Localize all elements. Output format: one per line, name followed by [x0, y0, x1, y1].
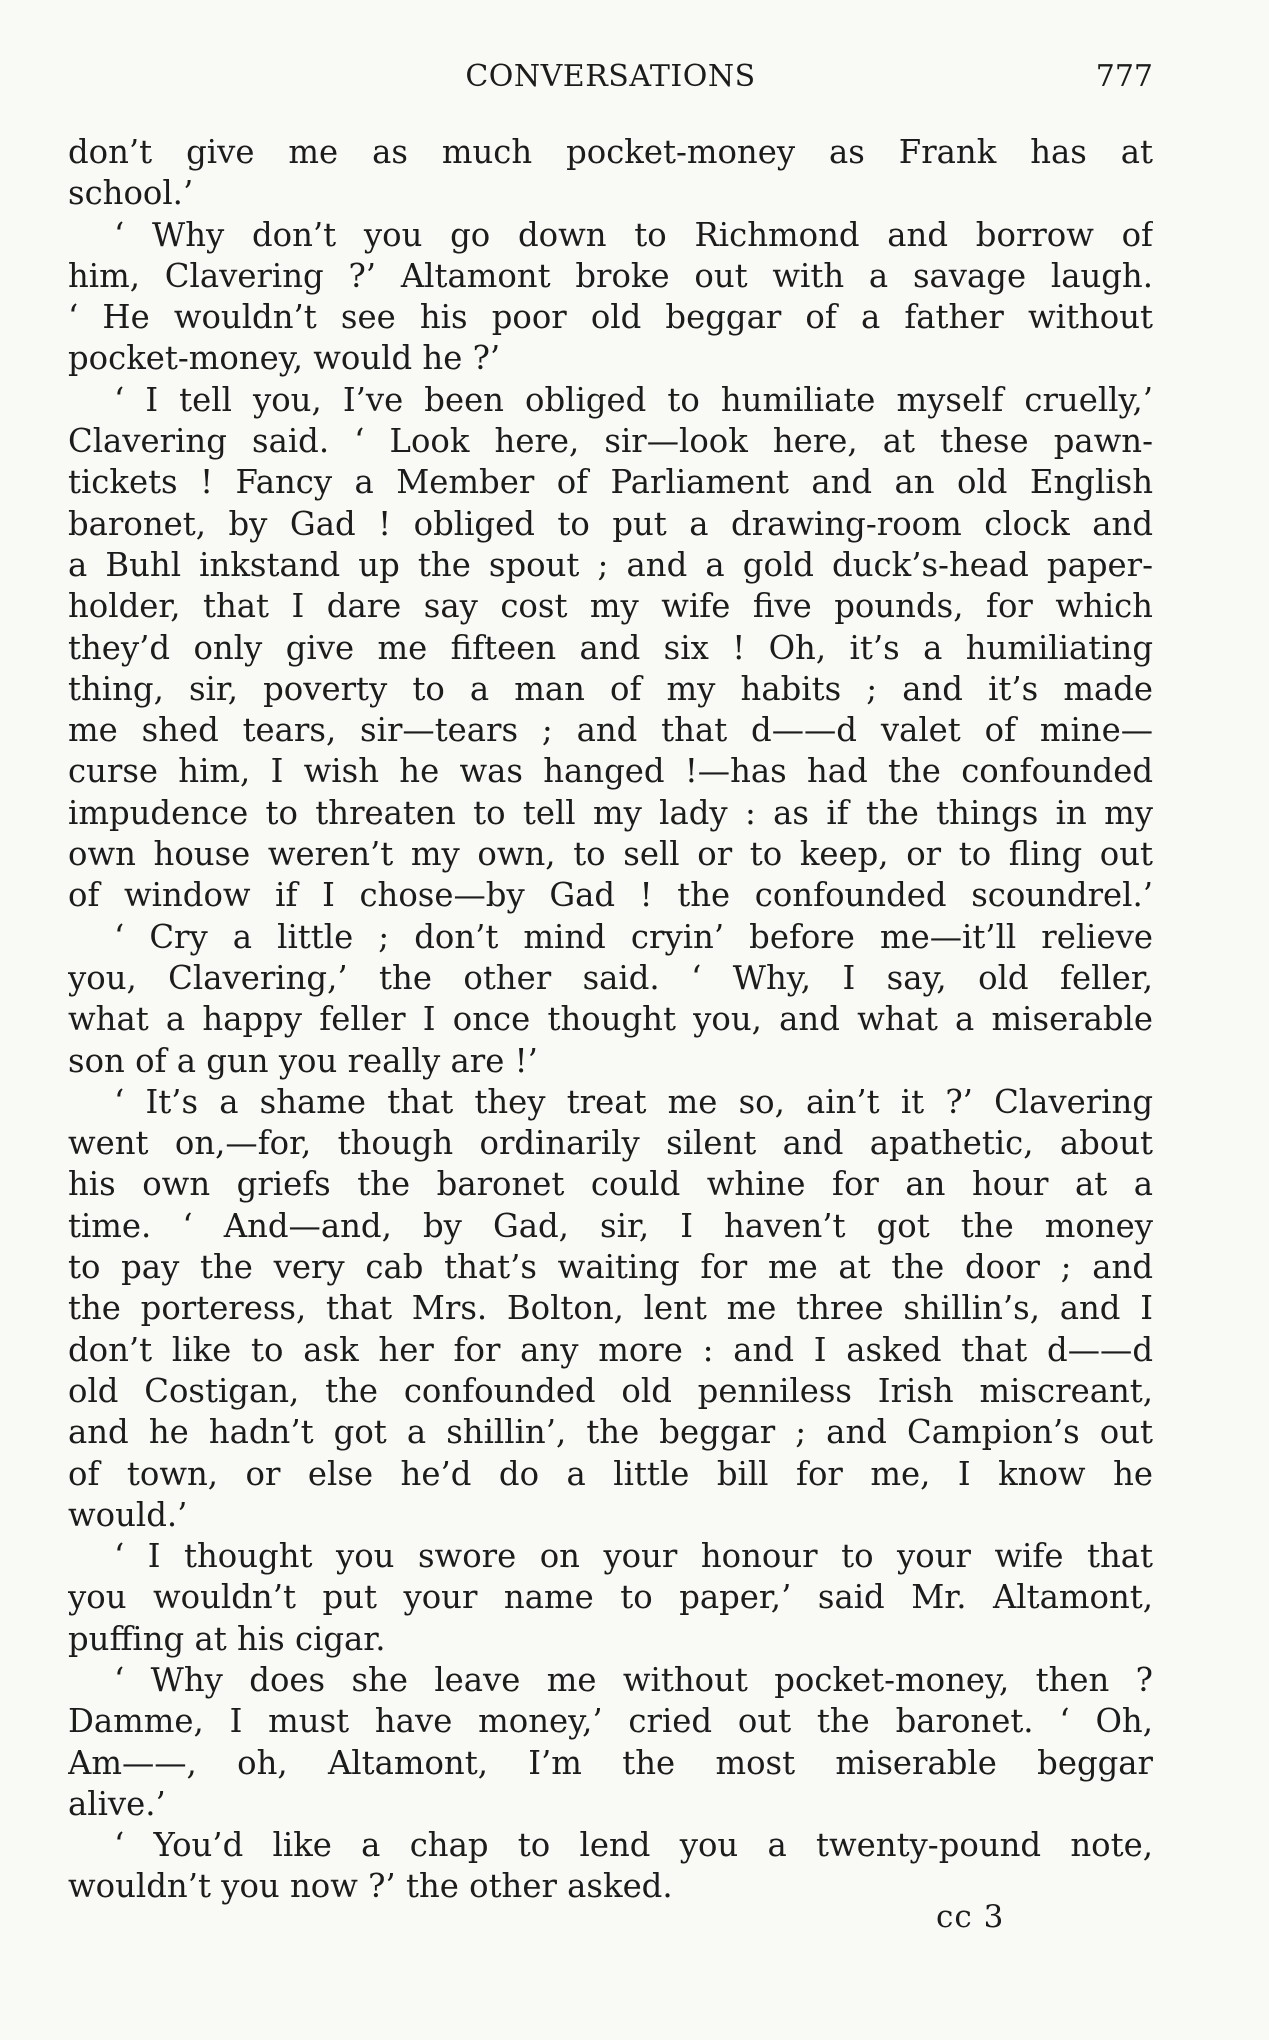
- text-line: puffing at his cigar.: [68, 1619, 386, 1658]
- text-line: went on,—for, though ordinarily silent and apathetic, about: [68, 1124, 1153, 1163]
- text-line: his own griefs the baronet could whine for an hour at a: [68, 1165, 1153, 1204]
- body-text: [68, 132, 1153, 1908]
- text-line: and he hadn’t got a shillin’, the beggar ; and Campion’s out: [68, 1413, 1153, 1452]
- text-line: ‘ I tell you, I’ve been obliged to humiliate myself cruelly,’: [114, 380, 1153, 419]
- text-line: you wouldn’t put your name to paper,’ said Mr. Altamont,: [68, 1578, 1153, 1617]
- text-line: don’t give me as much pocket-money as Frank has at: [68, 133, 1153, 171]
- text-line: don’t like to ask her for any more : and I asked that d——d: [68, 1330, 1153, 1369]
- text-line: ‘ Why does she leave me without pocket-money, then ?: [114, 1660, 1153, 1699]
- text-line: tickets ! Fancy a Member of Parliament and an old English: [68, 463, 1153, 502]
- text-line: ‘ You’d like a chap to lend you a twenty-pound note,: [114, 1826, 1153, 1865]
- text-line: old Costigan, the confounded old penniless Irish miscreant,: [68, 1371, 1153, 1410]
- text-line: pocket-money, would he ?’: [68, 339, 501, 378]
- text-line: son of a gun you really are !’: [68, 1041, 538, 1080]
- text-line: Clavering said. ‘ Look here, sir—look here, at these pawn-: [68, 422, 1153, 461]
- text-line: ‘ It’s a shame that they treat me so, ain’t it ?’ Clavering: [114, 1082, 1153, 1121]
- text-line: of town, or else he’d do a little bill for me, I know he: [68, 1454, 1153, 1493]
- text-line: alive.’: [68, 1784, 166, 1823]
- text-line: Damme, I must have money,’ cried out the baronet. ‘ Oh,: [68, 1702, 1153, 1741]
- text-line: ‘ Cry a little ; don’t mind cryin’ before me—it’ll relieve: [114, 917, 1153, 956]
- page-number: 777: [1095, 59, 1153, 94]
- text-line: wouldn’t you now ?’ the other asked.: [68, 1867, 673, 1906]
- text-line: me shed tears, sir—tears ; and that d——d valet of mine—: [68, 711, 1153, 750]
- running-head: [68, 54, 1153, 100]
- text-line: school.’: [68, 174, 194, 213]
- signature-mark: cc 3: [936, 1899, 1005, 1935]
- text-line: the porteress, that Mrs. Bolton, lent me three shillin’s, and I: [68, 1289, 1153, 1328]
- text-line: holder, that I dare say cost my wife five pounds, for which: [68, 587, 1153, 626]
- text-line: baronet, by Gad ! obliged to put a drawing-room clock and: [68, 504, 1153, 543]
- text-line: ‘ Why don’t you go down to Richmond and borrow of: [114, 215, 1153, 254]
- text-line: thing, sir, poverty to a man of my habits ; and it’s made: [68, 669, 1153, 708]
- text-line: time. ‘ And—and, by Gad, sir, I haven’t got the money: [68, 1206, 1153, 1245]
- text-line: of window if I chose—by Gad ! the confounded scoundrel.’: [68, 876, 1153, 915]
- text-line: curse him, I wish he was hanged !—has had the confounded: [68, 752, 1153, 791]
- text-line: ‘ I thought you swore on your honour to your wife that: [114, 1537, 1153, 1576]
- text-line: Am——, oh, Altamont, I’m the most miserable beggar: [68, 1743, 1153, 1782]
- text-line: own house weren’t my own, to sell or to keep, or to fling out: [68, 835, 1153, 874]
- text-line: you, Clavering,’ the other said. ‘ Why, I say, old feller,: [68, 958, 1153, 997]
- text-line: a Buhl inkstand up the spout ; and a gold duck’s-head paper-: [68, 545, 1153, 584]
- text-line: they’d only give me fifteen and six ! Oh, it’s a humiliating: [68, 628, 1153, 667]
- text-line: impudence to threaten to tell my lady : as if the things in my: [68, 793, 1153, 832]
- text-line: to pay the very cab that’s waiting for me at the door ; and: [68, 1248, 1153, 1287]
- text-line: him, Clavering ?’ Altamont broke out with a savage laugh.: [68, 256, 1153, 295]
- text-line: what a happy feller I once thought you, and what a miserable: [68, 1000, 1153, 1039]
- text-line: would.’: [68, 1495, 188, 1534]
- running-title: CONVERSATIONS: [465, 59, 756, 94]
- text-line: ‘ He wouldn’t see his poor old beggar of a father without: [68, 298, 1153, 337]
